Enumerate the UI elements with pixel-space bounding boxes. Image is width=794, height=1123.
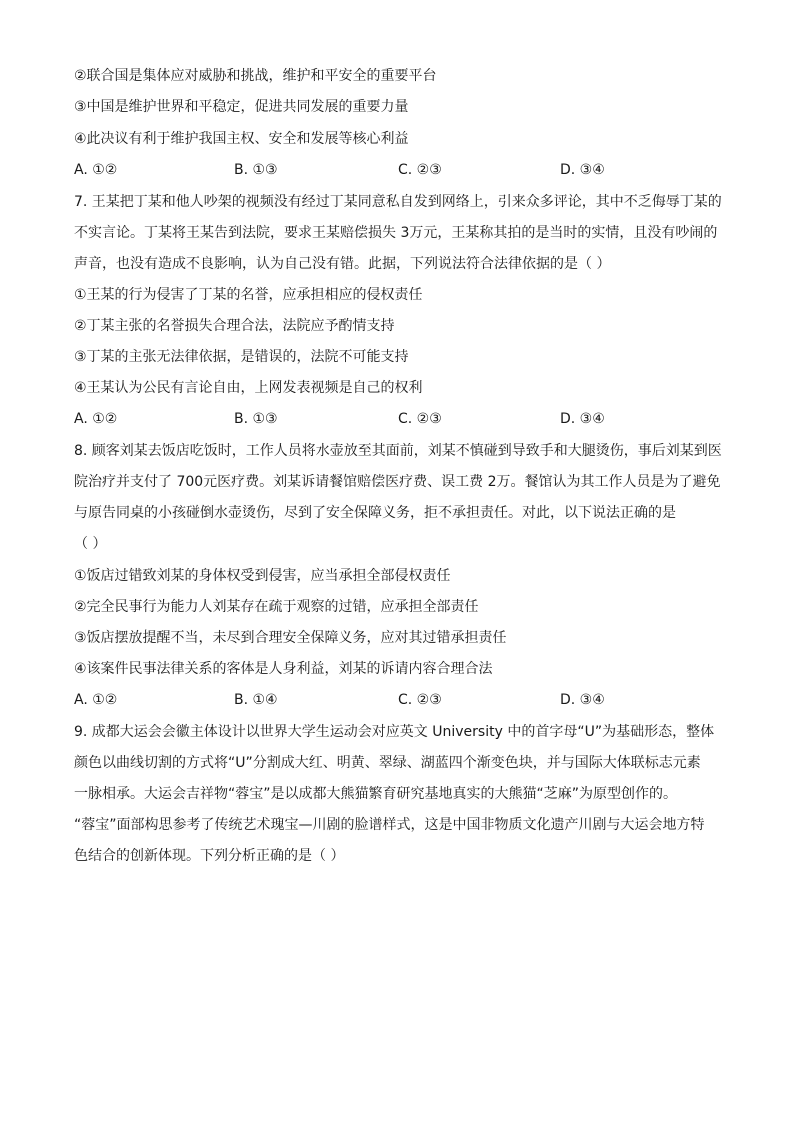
q8-stem-line-1: 8. 顾客刘某去饭店吃饭时，工作人员将水壶放至其面前，刘某不慎碰到导致手和大腿烫伤，事后刘某到医 [74, 443, 722, 459]
q7-statement-1: ①王某的行为侵害了丁某的名誉，应承担相应的侵权责任 [74, 287, 423, 303]
q8-statement-4: ④该案件民事法律关系的客体是人身利益，刘某的诉请内容合理合法 [74, 661, 493, 677]
q9-stem-line-1: 9. 成都大运会会徽主体设计以世界大学生运动会对应英文 University 中的首字母“U”为基础形态，整体 [74, 724, 715, 740]
q7-statement-2: ②丁某主张的名誉损失合理合法，法院应予酌情支持 [74, 318, 395, 334]
q9-stem-line-5: 色结合的创新体现。下列分析正确的是（ ） [74, 848, 345, 864]
q7-statement-3: ③丁某的主张无法律依据，是错误的，法院不可能支持 [74, 349, 409, 365]
q8-statement-3: ③饭店摆放提醒不当，未尽到合理安全保障义务，应对其过错承担责任 [74, 630, 507, 646]
q8-option-c: C. ②③ [398, 692, 442, 708]
q8-statement-2: ②完全民事行为能力人刘某存在疏于观察的过错，应承担全部责任 [74, 599, 479, 615]
q7-option-a: A. ①② [74, 411, 118, 427]
q7-stem-line-2: 不实言论。丁某将王某告到法院，要求王某赔偿损失 3万元，王某称其拍的是当时的实情，且没有吵闹的 [74, 225, 718, 241]
q6-statement-4: ④此决议有利于维护我国主权、安全和发展等核心利益 [74, 131, 409, 147]
q6-option-a: A. ①② [74, 162, 118, 178]
q7-stem-line-1: 7. 王某把丁某和他人吵架的视频没有经过丁某同意私自发到网络上，引来众多评论，其中不乏侮辱丁某的 [74, 194, 722, 210]
q8-statement-1: ①饭店过错致刘某的身体权受到侵害，应当承担全部侵权责任 [74, 568, 451, 584]
q9-stem-line-4: “蓉宝”面部构思参考了传统艺术瑰宝—川剧的脸谱样式，这是中国非物质文化遗产川剧与大运会地方特 [74, 817, 705, 833]
q8-stem-line-2: 院治疗并支付了 700元医疗费。刘某诉请餐馆赔偿医疗费、误工费 2万。餐馆认为其工作人员是为了避免 [74, 474, 721, 490]
q7-options [74, 409, 734, 429]
q8-stem-line-3: 与原告同桌的小孩碰倒水壶烫伤，尽到了安全保障义务，拒不承担责任。对此，以下说法正确的是 [74, 505, 676, 521]
q8-option-b: B. ①④ [234, 692, 278, 708]
q8-option-a: A. ①② [74, 692, 118, 708]
q7-option-c: C. ②③ [398, 411, 442, 427]
q8-option-d: D. ③④ [560, 692, 605, 708]
q8-options [74, 690, 734, 710]
q7-option-b: B. ①③ [234, 411, 278, 427]
q6-statement-2: ②联合国是集体应对威胁和挑战，维护和平安全的重要平台 [74, 68, 437, 84]
q6-option-d: D. ③④ [560, 162, 605, 178]
q6-options [74, 160, 734, 180]
q6-option-b: B. ①③ [234, 162, 278, 178]
q7-stem-line-3: 声音，也没有造成不良影响，认为自己没有错。此据，下列说法符合法律依据的是（ ） [74, 256, 611, 272]
q7-statement-4: ④王某认为公民有言论自由，上网发表视频是自己的权利 [74, 380, 423, 396]
q6-statement-3: ③中国是维护世界和平稳定，促进共同发展的重要力量 [74, 99, 409, 115]
q9-stem-line-2: 颜色以曲线切割的方式将“U”分割成大红、明黄、翠绿、湖蓝四个渐变色块，并与国际大体联标志元素 [74, 755, 701, 771]
q8-stem-line-4: （ ） [74, 536, 107, 552]
q7-option-d: D. ③④ [560, 411, 605, 427]
q9-stem-line-3: 一脉相承。大运会吉祥物“蓉宝”是以成都大熊猫繁育研究基地真实的大熊猫“芝麻”为原型创作的。 [74, 786, 678, 802]
q6-option-c: C. ②③ [398, 162, 442, 178]
